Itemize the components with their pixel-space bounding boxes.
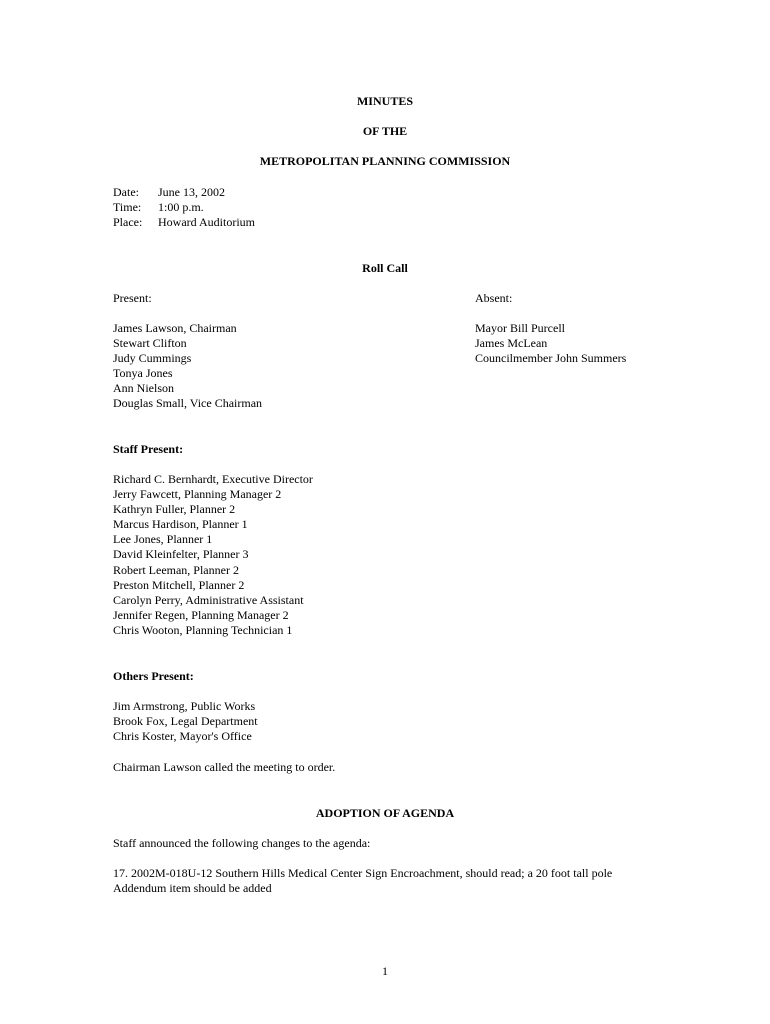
roll-call-heading: Roll Call — [362, 261, 408, 275]
list-item: Richard C. Bernhardt, Executive Director — [113, 472, 313, 486]
list-item: Preston Mitchell, Planner 2 — [113, 577, 245, 592]
info-label: Time: — [113, 200, 142, 214]
absent-label: Absent: — [475, 291, 513, 305]
list-item: Lee Jones, Planner 1 — [113, 532, 213, 547]
list-item: Mayor Bill Purcell — [475, 321, 565, 335]
info-value: 1:00 p.m. — [158, 200, 204, 214]
info-value: June 13, 2002 — [158, 185, 225, 199]
title-minutes: MINUTES — [356, 94, 413, 108]
info-label: Place: — [113, 215, 143, 229]
list-item: Jim Armstrong, Public Works — [113, 699, 256, 713]
info-value: Howard Auditorium — [158, 215, 255, 229]
agenda-item-line-2: Addendum item should be added — [113, 881, 272, 895]
list-item: James McLean — [475, 336, 548, 351]
info-label: Date: — [113, 185, 139, 199]
others-list — [113, 699, 258, 744]
list-item: Jerry Fawcett, Planning Manager 2 — [113, 487, 282, 502]
agenda-intro: Staff announced the following changes to the agenda: — [113, 836, 371, 850]
list-item: Jennifer Regen, Planning Manager 2 — [113, 607, 289, 622]
list-item: David Kleinfelter, Planner 3 — [113, 547, 249, 562]
title-commission: METROPOLITAN PLANNING COMMISSION — [259, 154, 511, 168]
title-of-the: OF THE — [362, 124, 408, 138]
list-item: Chris Wooton, Planning Technician 1 — [113, 622, 293, 637]
list-item: Marcus Hardison, Planner 1 — [113, 517, 248, 532]
list-item: Brook Fox, Legal Department — [113, 714, 258, 729]
list-item: Judy Cummings — [113, 351, 192, 366]
list-item: Ann Nielson — [113, 381, 174, 396]
present-label: Present: — [113, 291, 152, 305]
others-heading: Others Present: — [113, 669, 194, 683]
list-item: Robert Leeman, Planner 2 — [113, 562, 239, 577]
call-to-order-text: Chairman Lawson called the meeting to order. — [113, 760, 336, 774]
page-number: 1 — [382, 964, 388, 978]
staff-heading: Staff Present: — [113, 442, 184, 456]
agenda-heading: ADOPTION OF AGENDA — [315, 806, 455, 820]
present-list — [113, 321, 262, 412]
list-item: Councilmember John Summers — [475, 351, 627, 366]
list-item: Douglas Small, Vice Chairman — [113, 396, 263, 411]
list-item: Chris Koster, Mayor's Office — [113, 729, 252, 744]
list-item: Carolyn Perry, Administrative Assistant — [113, 592, 304, 607]
staff-list — [113, 472, 313, 638]
list-item: Stewart Clifton — [113, 336, 187, 351]
list-item: James Lawson, Chairman — [113, 321, 237, 335]
agenda-item-line-1: 17. 2002M-018U-12 Southern Hills Medical Center Sign Encroachment, should read; a 20 foot tall pole — [113, 866, 613, 880]
list-item: Kathryn Fuller, Planner 2 — [113, 502, 236, 517]
absent-list — [475, 321, 626, 366]
list-item: Tonya Jones — [113, 366, 173, 381]
